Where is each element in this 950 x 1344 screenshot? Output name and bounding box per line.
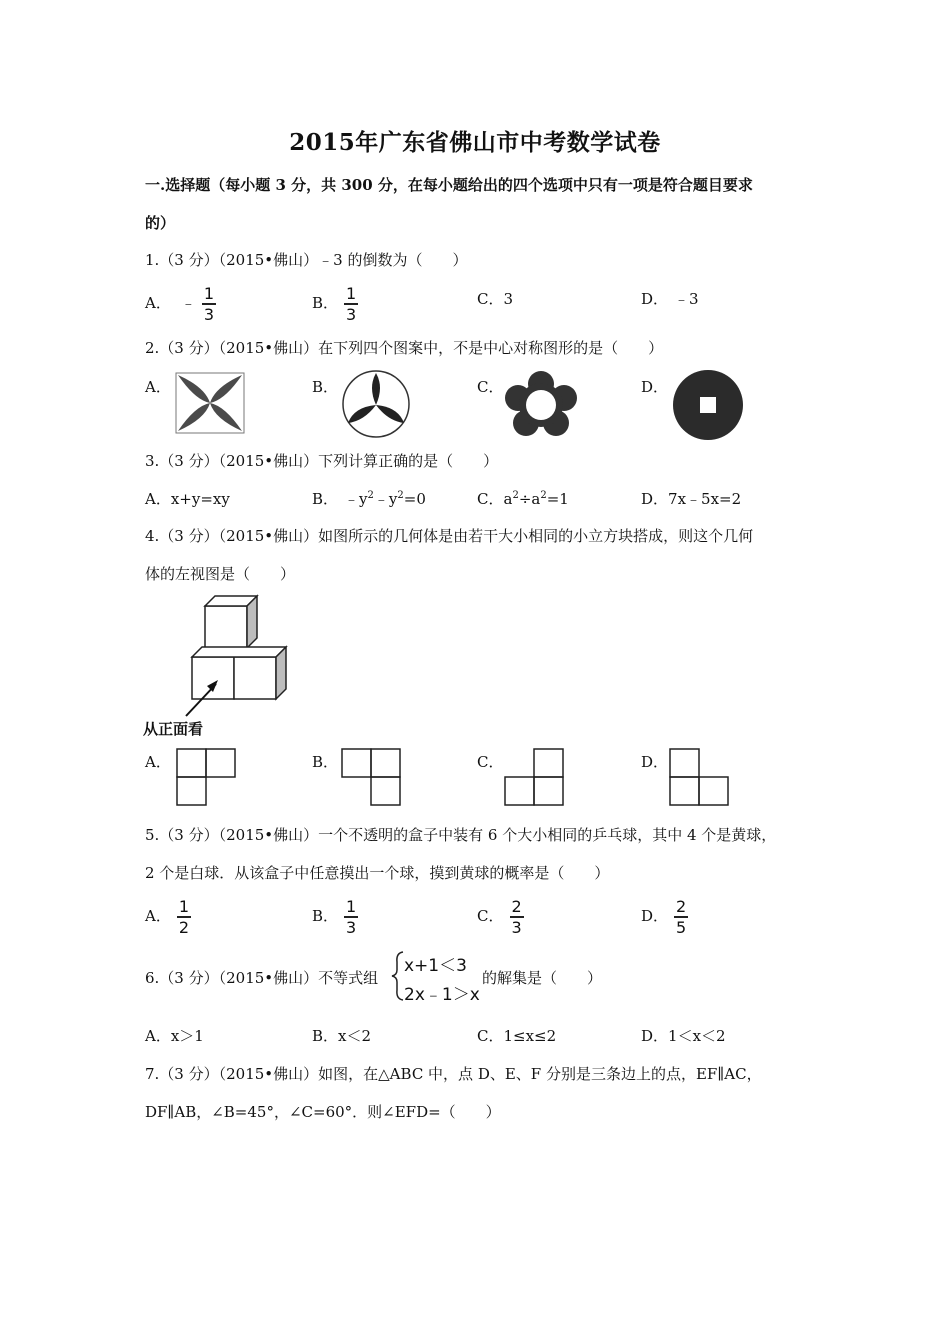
q7-stem-cont: DF∥AB，∠B=45°，∠C=60°．则∠EFD=（ ） [145, 1103, 501, 1121]
fraction: $\frac{2}{3}$ [511, 897, 522, 937]
q2-option-c-label: C． [477, 378, 504, 396]
flower-figure[interactable] [504, 369, 578, 439]
cube-stack-figure [180, 594, 290, 724]
q6-option-a[interactable]: A．x＞1 [145, 1027, 204, 1045]
q3-option-c[interactable]: C．$a^2\div a^2=1$ [477, 490, 569, 508]
q4-option-b-label: B． [312, 753, 339, 771]
q5-option-c[interactable]: C． $\frac{2}{3}$ [477, 897, 522, 937]
q5-stem-cont: 2 个是白球．从该盒子中任意摸出一个球，摸到黄球的概率是（ ） [145, 864, 610, 882]
q6-stem-end: 的解集是（ ） [482, 969, 603, 987]
view-c-figure[interactable] [504, 748, 566, 808]
q6-option-b[interactable]: B．x＜2 [312, 1027, 372, 1045]
q4-option-c-label: C． [477, 753, 504, 771]
q5-option-d[interactable]: D． $\frac{2}{5}$ [641, 897, 687, 937]
q4-stem-cont: 体的左视图是（ ） [145, 565, 296, 583]
view-a-figure[interactable] [176, 748, 238, 808]
q2-stem: 2.（3 分）（2015•佛山）在下列四个图案中，不是中心对称图形的是（ ） [145, 339, 664, 357]
section-heading-cont: 的） [145, 214, 176, 232]
three-blade-figure[interactable] [340, 369, 412, 439]
q6-option-c[interactable]: C．1≤x≤2 [477, 1027, 557, 1045]
four-petal-figure[interactable] [175, 372, 245, 434]
q2-option-a-label: A． [145, 378, 171, 396]
q5-stem: 5.（3 分）（2015•佛山）一个不透明的盒子中装有 6 个大小相同的乒乓球，其中 4 个是黄球， [145, 826, 777, 844]
q5-option-a[interactable]: A． $\frac{1}{2}$ [145, 897, 190, 937]
q2-option-b-label: B． [312, 378, 339, 396]
fraction: $\frac{1}{3}$ [346, 897, 357, 937]
q4-option-d-label: D． [641, 753, 669, 771]
q1-option-a[interactable]: A． ﹣ $\frac{1}{3}$ [145, 284, 215, 324]
q6-stem: 6.（3 分）（2015•佛山）不等式组 [145, 969, 379, 987]
left-brace-icon [391, 950, 405, 1002]
view-direction-label: 从正面看 [143, 720, 204, 738]
q4-option-a-label: A． [145, 753, 171, 771]
q3-option-d[interactable]: D．7x﹣5x=2 [641, 490, 742, 508]
fraction: $\frac{1}{3}$ [346, 284, 357, 324]
fraction: $\frac{1}{2}$ [178, 897, 190, 937]
q3-option-b[interactable]: B． $﹣y^2﹣y^2=0$ [312, 490, 426, 508]
q2-option-d-label: D． [641, 378, 669, 396]
q5-option-b[interactable]: B． $\frac{1}{3}$ [312, 897, 357, 937]
q6-option-d[interactable]: D．1＜x＜2 [641, 1027, 726, 1045]
section-heading: 一.选择题（每小题 3 分，共 300 分，在每小题给出的四个选项中只有一项是符合题目要求 [145, 176, 753, 194]
page-title: 2015年广东省佛山市中考数学试卷 [289, 129, 661, 156]
q1-option-c[interactable]: C．3 [477, 290, 514, 308]
q3-stem: 3.（3 分）（2015•佛山）下列计算正确的是（ ） [145, 452, 499, 470]
q1-option-d[interactable]: D． ﹣3 [641, 290, 699, 308]
view-d-figure[interactable] [669, 748, 731, 808]
q1-option-b[interactable]: B． $\frac{1}{3}$ [312, 284, 357, 324]
fraction: $\frac{1}{3}$ [203, 284, 215, 324]
q3-option-a[interactable]: A．x+y=xy [145, 490, 230, 508]
fraction: $\frac{2}{5}$ [676, 897, 687, 937]
q7-stem: 7.（3 分）（2015•佛山）如图，在△ABC 中，点 D、E、F 分别是三条边上的点，EF∥AC， [145, 1065, 762, 1083]
inequality-2: 2x﹣1＞x [404, 985, 480, 1005]
view-b-figure[interactable] [341, 748, 403, 808]
inequality-1: x+1＜3 [404, 956, 467, 976]
q4-stem: 4.（3 分）（2015•佛山）如图所示的几何体是由若干大小相同的小立方块搭成，则这个几何 [145, 527, 754, 545]
q1-stem: 1.（3 分）（2015•佛山）﹣3 的倒数为（ ） [145, 251, 468, 269]
coin-figure[interactable] [671, 369, 745, 441]
